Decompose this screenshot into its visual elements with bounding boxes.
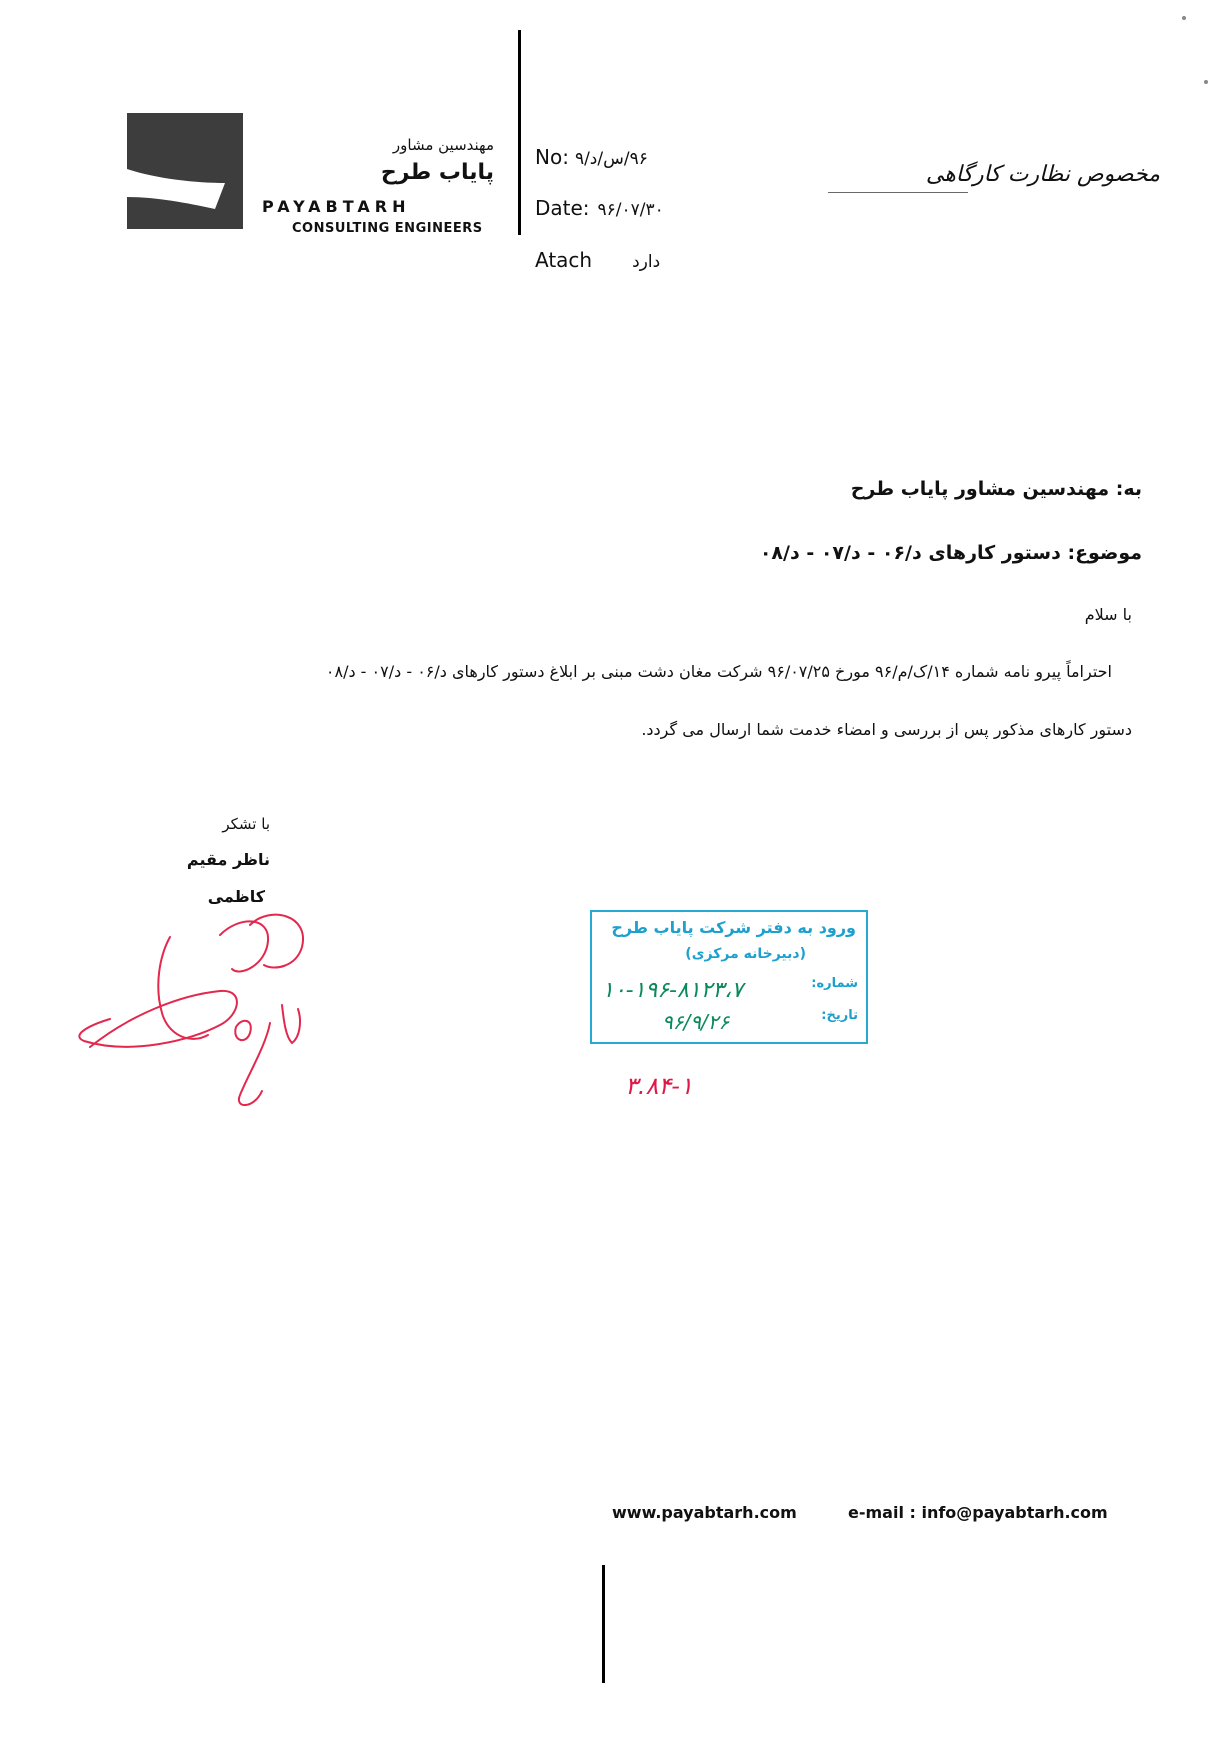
attachment-label: Atach — [535, 248, 593, 272]
stamp-subtitle: (دبیرخانه مرکزی) — [685, 946, 806, 962]
body-paragraph-1: احتراماً پیرو نامه شماره ۱۴/ک/م/۹۶ مورخ ۹۶/۰۷/۲۵ شرکت مغان دشت مبنی بر ابلاغ دستور کارهای د/۰۶ - د/۰۷ - د/۰۸ — [325, 662, 1112, 681]
letter-date — [535, 196, 664, 220]
handwritten-reference-note: ۳.۸۴-۱ — [625, 1072, 693, 1100]
footer-website: www.payabtarh.com — [612, 1503, 797, 1522]
stamp-number-value: ۱۰-۱۹۶-۸۱۲۳،۷ — [602, 978, 744, 1003]
stamp-date-value: ۹۶/۹/۲۶ — [662, 1010, 730, 1034]
signer-name: کاظمی — [207, 887, 265, 906]
number-label: No: — [535, 145, 569, 169]
footer-email: e-mail : info@payabtarh.com — [848, 1503, 1108, 1522]
closing-thanks: با تشکر — [222, 815, 270, 833]
recipient-line: به: مهندسین مشاور پایاب طرح — [850, 478, 1142, 500]
attachment-value: دارد — [632, 252, 661, 272]
company-logo — [127, 113, 243, 229]
handwritten-signature — [70, 895, 330, 1115]
firm-name-persian: پایاب طرح — [380, 160, 494, 185]
letter-number — [535, 145, 648, 169]
stamp-number-label: شماره: — [811, 976, 858, 991]
firm-subtitle: CONSULTING ENGINEERS — [292, 221, 483, 236]
firm-name-latin: PAYABTARH — [262, 197, 411, 216]
confidential-heading: مخصوص نظارت کارگاهی — [925, 162, 1160, 187]
scan-speck — [1204, 80, 1208, 84]
reception-stamp — [590, 910, 868, 1044]
footer-divider — [602, 1565, 605, 1683]
stamp-title: ورود به دفتر شرکت پایاب طرح — [611, 918, 856, 937]
date-value: ۹۶/۰۷/۳۰ — [597, 200, 664, 220]
subject-line: موضوع: دستور کارهای د/۰۶ - د/۰۷ - د/۰۸ — [759, 542, 1142, 564]
confidential-underline — [828, 192, 968, 193]
firm-name-persian-small: مهندسین مشاور — [392, 136, 494, 154]
greeting: با سلام — [1084, 605, 1132, 624]
stamp-date-label: تاریخ: — [821, 1008, 858, 1023]
signer-role: ناظر مقیم — [186, 850, 270, 869]
number-value: ۹۶/س/د/۹ — [574, 149, 648, 169]
attachment — [535, 248, 660, 272]
header-divider — [518, 30, 521, 235]
scan-speck — [1182, 16, 1186, 20]
date-label: Date: — [535, 196, 590, 220]
body-paragraph-2: دستور کارهای مذکور پس از بررسی و امضاء خدمت شما ارسال می گردد. — [641, 720, 1132, 739]
